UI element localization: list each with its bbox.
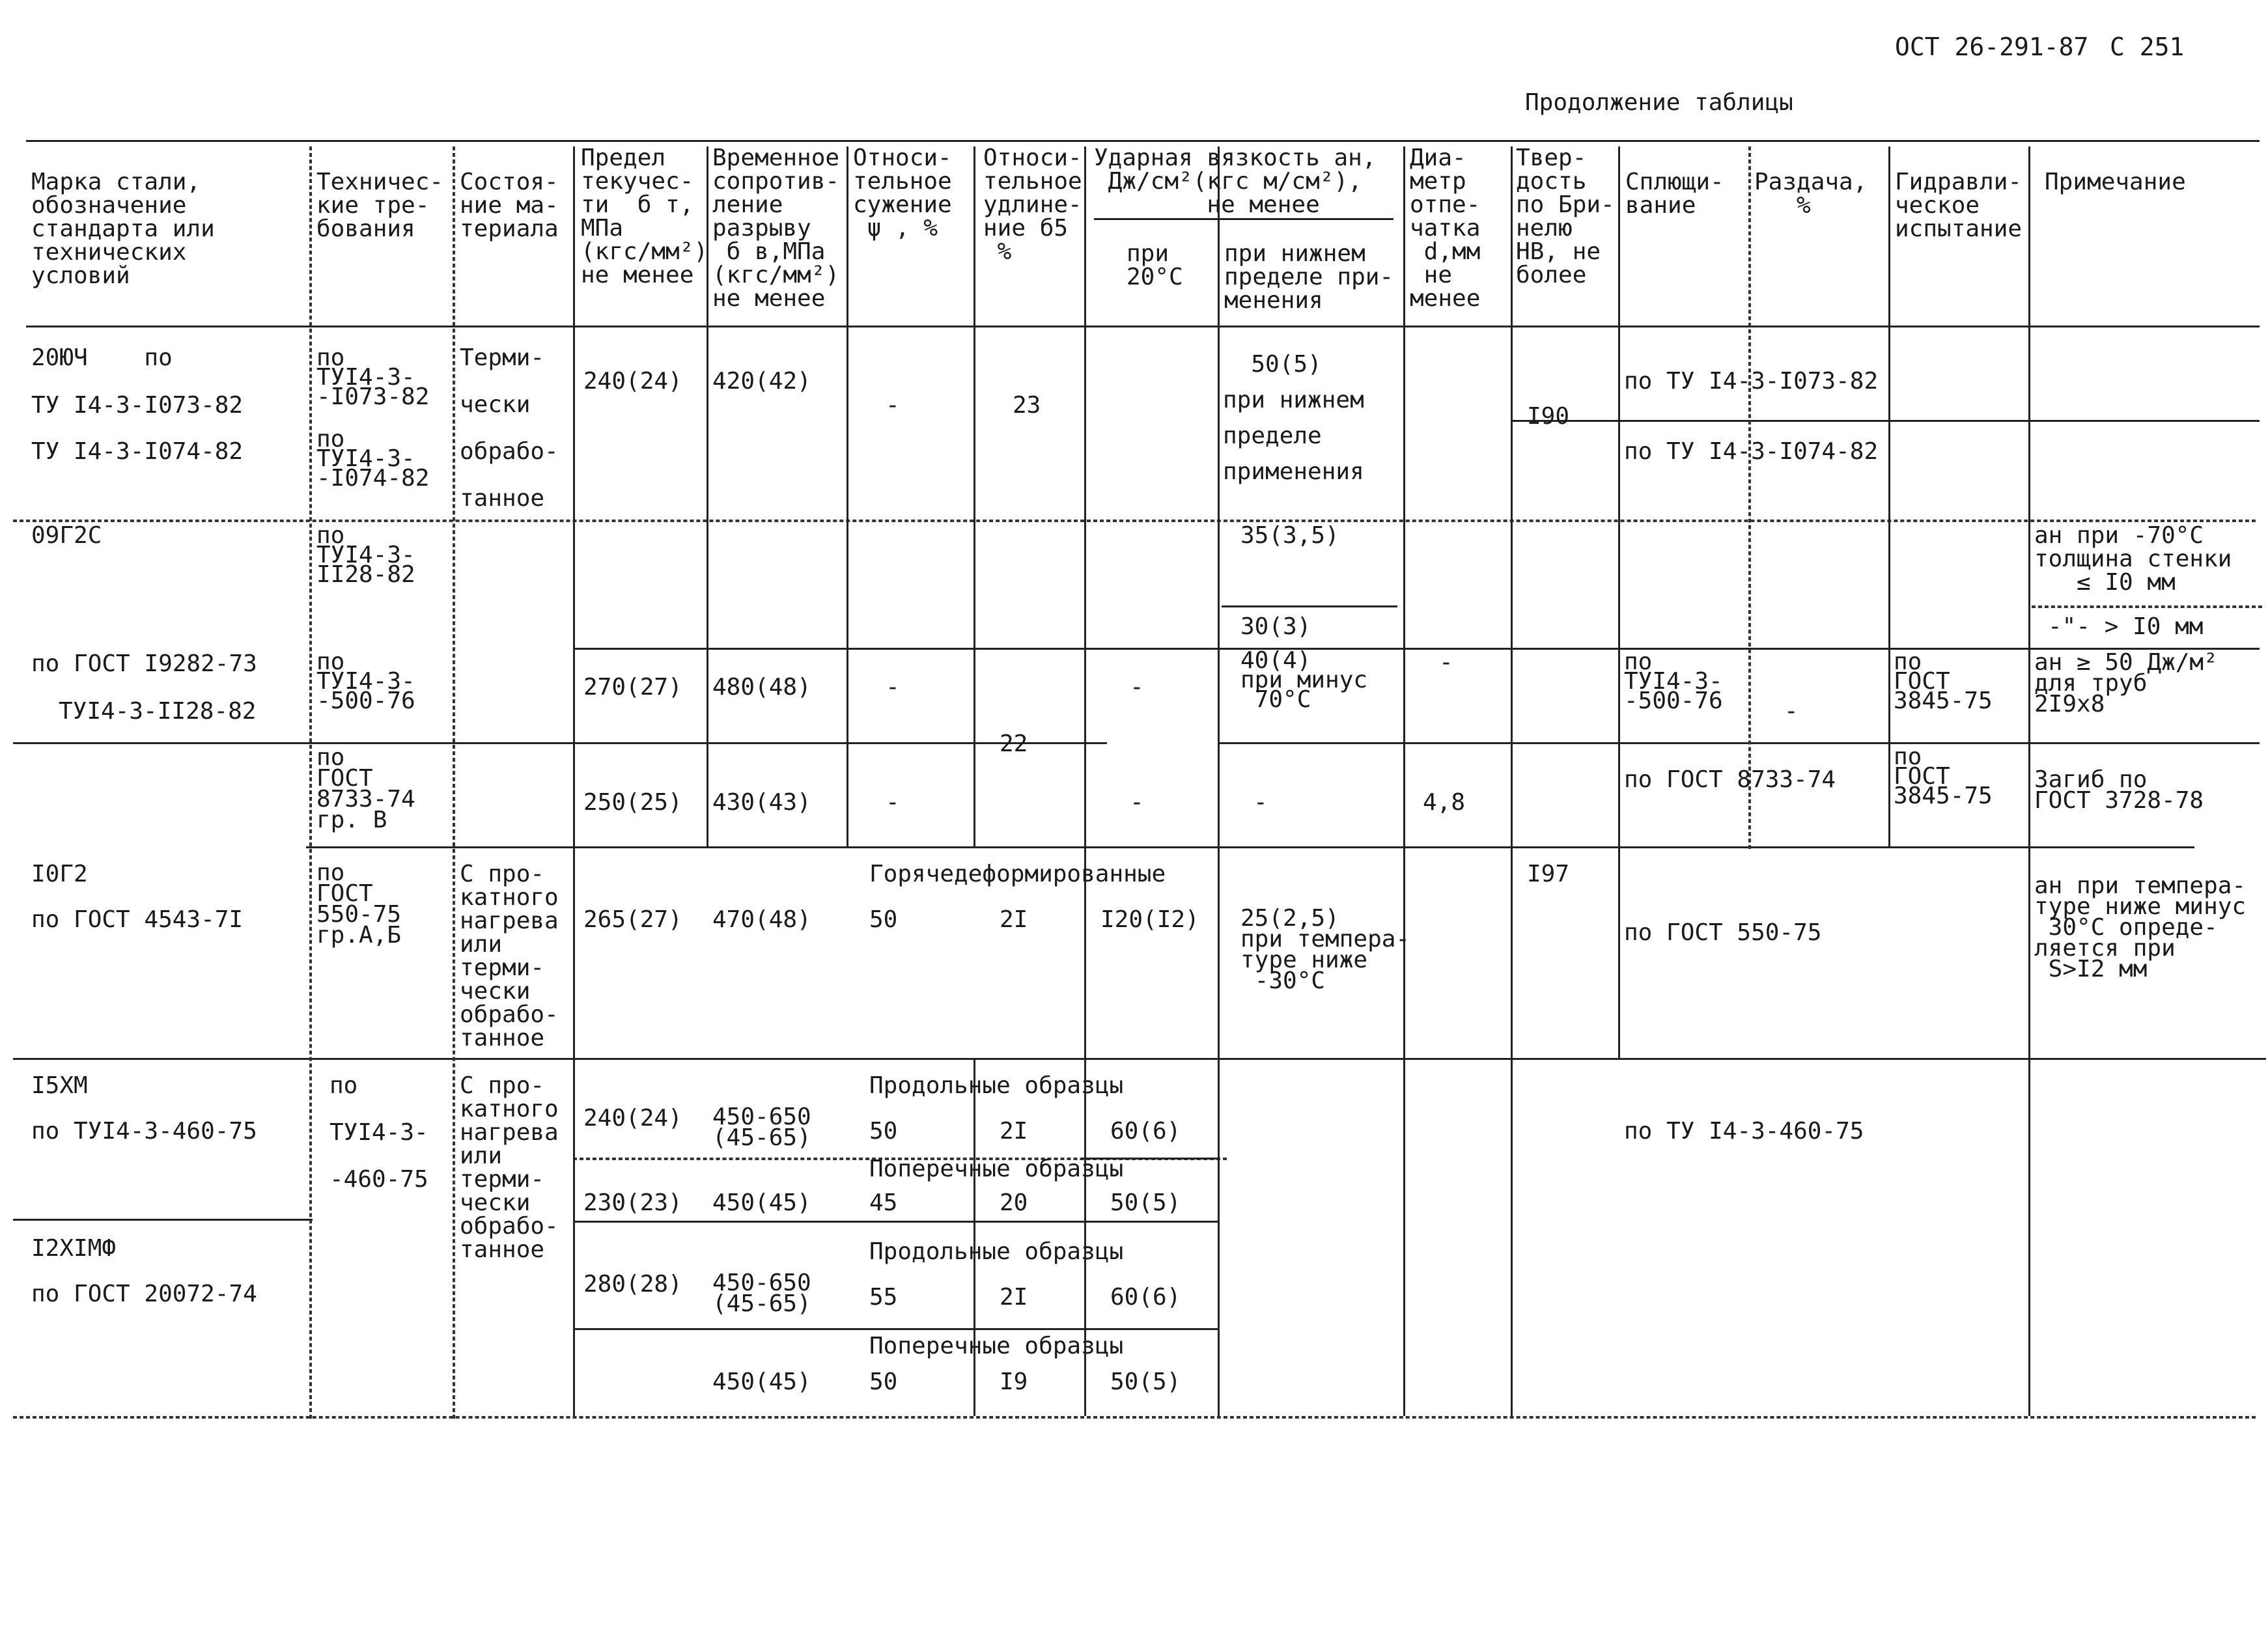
tensile-gost-8733: 430(43) [712,789,811,816]
header-flaring: Раздача, % [1754,169,1868,219]
impact20-09g2s: - [1130,674,1144,701]
spec-tu-1073: ТУ I4-3-I073-82 [31,392,244,419]
flattening-tu-1073: по ТУ I4-3-I073-82 [1624,368,1879,395]
flattening-tu-460: по ТУ I4-3-460-75 [1624,1118,1864,1145]
steel-grade-12h1mf: I2ХIМФ [31,1235,117,1262]
yield-gost-8733: 250(25) [583,789,682,816]
note-09g2s-c: aн ≥ 50 Дж/м² для труб 2I9x8 [2034,649,2218,717]
impact-09g2s-a: 35(3,5) [1240,522,1339,549]
impact-low-10g2: 25(2,5) при темпера- туре ниже -30°С [1240,905,1410,994]
spec-gost-19282: по ГОСТ I9282-73 [31,650,257,677]
spec-tu-1074: ТУ I4-3-I074-82 [31,438,244,465]
delta-15hm-trans: 20 [1000,1189,1028,1216]
table-continuation-caption: Продолжение таблицы [1525,89,1793,116]
yield-15hm-trans: 230(23) [583,1189,682,1216]
header-technical-requirements: Техничес- кие тре- бования [316,169,444,242]
header-impact-toughness: Ударная вязкость aн, Дж/см²(кгс м/см²), не менее [1094,145,1377,218]
state-heat-treated: Терми- чески обрабо- танное [460,344,559,512]
state-hot-rolled-10g2: С про- катного нагрева или терми- чески обрабо- танное [460,861,559,1051]
delta-09g2s: 22 [1000,730,1028,757]
spec-gost-4543: по ГОСТ 4543-7I [31,906,244,933]
delta-15hm-long: 2I [1000,1118,1028,1145]
yield-09g2s: 270(27) [583,674,682,701]
delta-12h1mf-trans: I9 [1000,1368,1028,1395]
hardness-10g2: I97 [1527,861,1570,887]
header-indent-diameter: Диа- метр отпе- чатка d,мм не менее [1410,145,1481,312]
delta-12h1mf-long: 2I [1000,1284,1028,1311]
psi-gost-8733: - [886,789,900,816]
label-transverse-15hm: Поперечные образцы [869,1156,1124,1182]
diameter-gost-8733: 4,8 [1423,789,1466,816]
tensile-10g2: 470(48) [712,906,811,933]
tensile-20yuch: 420(42) [712,368,811,395]
label-hot-deformed: Горячедеформированные [869,861,1166,887]
header-impact-at-20: при 20°С [1127,240,1183,290]
impact20-10g2: I20(I2) [1100,906,1199,933]
yield-10g2: 265(27) [583,906,682,933]
diameter-09g2s: - [1439,649,1453,676]
header-elongation: Относи- тельное удлине- ние б5 % [983,145,1082,265]
yield-12h1mf-long: 280(28) [583,1271,682,1298]
impact-12h1mf-trans: 50(5) [1110,1368,1181,1395]
note-09g2s-b: -"- > I0 мм [2048,613,2204,640]
impact20-gost-8733: - [1130,789,1144,816]
steel-grade-15hm: I5ХМ [31,1072,88,1099]
document-reference: ОСТ 26-291-87 [1895,33,2089,61]
requirement-tu-1073: по ТУI4-3- -I073-82 [316,344,430,410]
tensile-15hm-long: 450-650 (45-65) [712,1104,811,1151]
header-hydraulic-test: Гидравли- ческое испытание [1895,169,2023,242]
steel-grade-10g2: I0Г2 [31,861,88,887]
yield-20yuch: 240(24) [583,368,682,395]
impact-low-20yuch: 50(5) при нижнем пределе применения [1223,351,1364,485]
label-transverse-12h1mf: Поперечные образцы [869,1333,1124,1359]
header-impact-lower-limit: при нижнем пределе при- менения [1224,240,1394,314]
header-tensile-strength: Временное сопротив- ление разрыву б в,МПа (кгс/мм²) не менее [712,145,840,312]
impact-09g2s-b: 30(3) [1240,613,1311,640]
flattening-tu-1074: по ТУ I4-3-I074-82 [1624,438,1879,465]
header-yield-strength: Предел текучес- ти б т, МПа (кгс/мм²) не менее [581,145,708,288]
header-reduction-of-area: Относи- тельное сужение ψ , % [853,145,952,242]
requirement-tu-500: по ТУI4-3- -500-76 [316,648,415,714]
header-note: Примечание [2045,169,2186,195]
yield-15hm-long: 240(24) [583,1105,682,1132]
impact-15hm-trans: 50(5) [1110,1189,1181,1216]
requirement-gost-550: по ГОСТ 550-75 гр.А,Б [316,859,402,949]
spec-tu-460: по ТУI4-3-460-75 [31,1118,257,1145]
psi-12h1mf-long: 55 [869,1284,898,1311]
state-hot-rolled-15hm: С про- катного нагрева или терми- чески обрабо- танное [460,1072,559,1263]
psi-10g2: 50 [869,906,898,933]
page-number: С 251 [2110,33,2185,61]
label-longitudinal-15hm: Продольные образцы [869,1072,1124,1099]
note-10g2: aн при темпера- туре ниже минус 30°С опреде- ляется при S>I2 мм [2034,872,2247,982]
impact-15hm-long: 60(6) [1110,1118,1181,1145]
requirement-tu-1128: по ТУI4-3- II28-82 [316,522,415,588]
flaring-09g2s: - [1784,698,1799,725]
hardness-20yuch: I90 [1527,403,1570,430]
header-brinell-hardness: Твер- дость по Бри- нелю НВ, не более [1516,145,1615,288]
steel-grade-09g2s: 09Г2С [31,522,102,549]
requirement-gost-8733: по ГОСТ 8733-74 гр. В [316,744,415,833]
note-09g2s-a: aн при -70°С толщина стенки ≤ I0 мм [2034,522,2232,596]
tensile-09g2s: 480(48) [712,674,811,701]
header-material-state: Состоя- ние ма- териала [460,169,559,242]
requirement-tu-460: по ТУI4-3- -460-75 [329,1072,428,1193]
label-longitudinal-12h1mf: Продольные образцы [869,1238,1124,1265]
flattening-tu-500: по ТУI4-3- -500-76 [1624,648,1723,714]
note-bend-test: Загиб по ГОСТ 3728-78 [2034,766,2204,814]
delta-20yuch: 23 [1013,392,1041,419]
spec-gost-20072: по ГОСТ 20072-74 [31,1281,257,1307]
flattening-gost-8733: по ГОСТ 8733-74 [1624,766,1836,793]
psi-15hm-long: 50 [869,1118,898,1145]
hydraulic-gost-3845-b: по ГОСТ 3845-75 [1894,743,1993,809]
header-steel-grade: Марка стали, обозначение стандарта или технических условий [31,169,215,289]
spec-tu-1128: ТУI4-3-II28-82 [59,698,257,725]
requirement-tu-1074: по ТУI4-3- -I074-82 [316,426,430,492]
impact-12h1mf-long: 60(6) [1110,1284,1181,1311]
flattening-gost-550: по ГОСТ 550-75 [1624,919,1822,946]
steel-grade-20yuch: 20ЮЧ по [31,344,173,371]
impact-low-09g2s: 40(4) при минус 70°С [1240,647,1368,713]
psi-09g2s: - [886,674,900,701]
psi-20yuch: - [886,392,900,419]
impact-low-gost-8733: - [1253,789,1268,816]
tensile-12h1mf-trans: 450(45) [712,1368,811,1395]
delta-10g2: 2I [1000,906,1028,933]
hydraulic-gost-3845-a: по ГОСТ 3845-75 [1894,648,1993,714]
psi-12h1mf-trans: 50 [869,1368,898,1395]
tensile-12h1mf-long: 450-650 (45-65) [712,1270,811,1317]
psi-15hm-trans: 45 [869,1189,898,1216]
header-flattening: Сплющи- вание [1625,169,1724,219]
tensile-15hm-trans: 450(45) [712,1189,811,1216]
